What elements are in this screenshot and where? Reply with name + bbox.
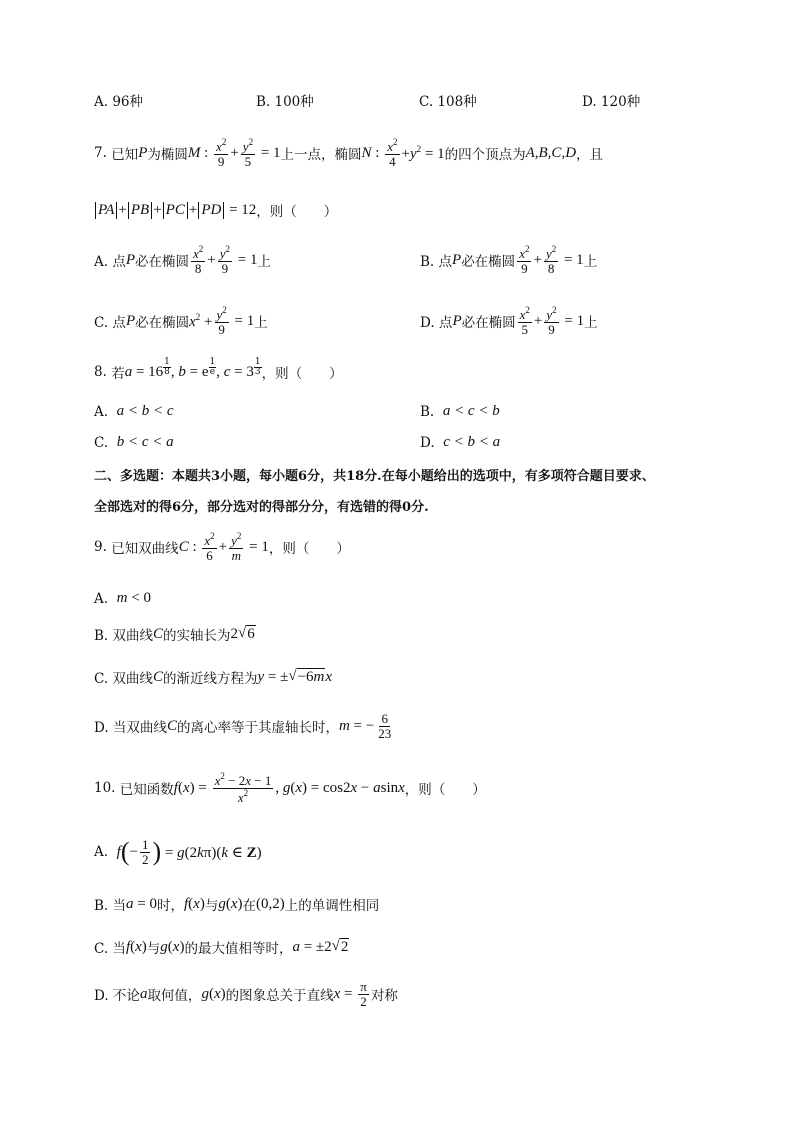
option-label: D. 不论 xyxy=(94,988,140,1005)
option-label: A. xyxy=(94,590,109,607)
option-text: 的渐近线方程为 xyxy=(162,671,258,687)
fraction: $\frac{y^2}{5}$ xyxy=(242,137,254,169)
question-number: 8. xyxy=(94,364,107,380)
option-text: 上 xyxy=(583,254,598,271)
option-text: 的最大值相等时， xyxy=(184,941,293,957)
option-text: 的离心率等于其虚轴长时， xyxy=(176,720,339,737)
q6-option-c: C. 108种 xyxy=(419,94,477,110)
option-label: A. xyxy=(94,844,109,861)
math: = g(2kπ)(k ∈ Z) xyxy=(161,844,262,861)
math: m = − xyxy=(338,717,375,734)
math: b < c < a xyxy=(116,434,174,450)
square-root: √ 2 xyxy=(331,938,349,955)
math: P xyxy=(452,312,462,329)
q8-option-b xyxy=(420,403,500,420)
math: = 1 xyxy=(234,251,258,268)
stem-text: ，则（ ） xyxy=(256,204,338,220)
math: P xyxy=(125,251,136,268)
option-text: 时， xyxy=(156,898,184,914)
q8-option-a xyxy=(94,403,174,420)
q7-option-a xyxy=(94,245,271,275)
option-text: 必在椭圆 xyxy=(135,254,190,271)
math: a < c < b xyxy=(442,403,500,419)
math: C xyxy=(178,538,189,555)
math: P xyxy=(125,312,136,329)
math: $x^2$ + xyxy=(189,311,213,330)
math: , g(x) = cos2x − asinx xyxy=(275,779,405,796)
fraction: $\frac{x^2}{5}$ xyxy=(519,305,530,337)
stem-text: ，则（ ） xyxy=(261,366,343,382)
math: A,B,C,D xyxy=(525,144,577,161)
math: PB xyxy=(128,202,152,219)
math: f(x) = xyxy=(173,779,211,796)
q10-option-a: A. f ( − $\frac{1}{2}$ ) = g(2kπ)(k ∈ Z) xyxy=(94,837,262,867)
math: M xyxy=(187,144,201,161)
math: g(x) xyxy=(160,938,185,955)
paren-right: ) xyxy=(152,837,162,867)
option-label: C. 双曲线 xyxy=(94,671,153,687)
fraction: $\frac{\pi}{2}$ xyxy=(360,979,367,1009)
q9-stem: 9. 已知双曲线 C : $\frac{x^2}{6}$ + $\frac{y^2}{m}$ = 1 ，则（ ） xyxy=(94,531,350,563)
question-number: 10. xyxy=(94,780,116,797)
q10-stem xyxy=(94,772,486,804)
math: g(x) xyxy=(201,985,226,1002)
option-text: 的图象总关于直线 xyxy=(225,988,334,1005)
math: C xyxy=(153,625,164,642)
stem-text: 为椭圆 xyxy=(147,147,188,164)
math: = 1 xyxy=(560,251,584,268)
option-text: 与 xyxy=(204,898,219,914)
q6-option-b: B. 100种 xyxy=(256,94,314,110)
option-text: 必在椭圆 xyxy=(135,315,190,332)
stem-text: 已知双曲线 xyxy=(111,541,179,558)
option-text: 在 xyxy=(242,898,256,914)
math: f xyxy=(116,843,121,860)
q7-option-d xyxy=(420,306,598,336)
stem-text: 已知函数 xyxy=(119,782,174,799)
fraction: $\frac{x^2 - 2x - 1}{x^2}$ xyxy=(214,771,272,805)
q7-option-b xyxy=(420,245,597,275)
math: = 1 xyxy=(257,144,281,161)
square-root: √ 6 xyxy=(238,625,255,642)
stem-text: 的四个顶点为 xyxy=(444,147,526,164)
exponent-fraction: 1 e xyxy=(209,356,216,377)
q9-option-a xyxy=(94,590,151,607)
option-label: D. 当双曲线 xyxy=(94,720,167,737)
math: 2 xyxy=(230,625,239,642)
option-text: 上的单调性相同 xyxy=(284,898,380,914)
math: $+y^2 = 1$ xyxy=(401,143,445,162)
question-number: 9. xyxy=(94,539,107,556)
option-text: 的实轴长为 xyxy=(163,628,231,644)
option-text: 对称 xyxy=(370,988,398,1005)
fraction: $\frac{y^2}{m}$ xyxy=(231,531,242,563)
stem-text: ，则（ ） xyxy=(404,782,486,799)
q8-option-d xyxy=(420,434,500,451)
math: = 1 xyxy=(245,538,269,555)
option-text: 上 xyxy=(257,254,272,271)
section-header-line1: 二、多选题：本题共3小题，每小题6分，共18分.在每小题给出的选项中，有多项符合题目要求、 xyxy=(94,469,655,484)
fraction: $\frac{y^2}{9}$ xyxy=(546,305,557,337)
math: , b = e xyxy=(170,363,209,380)
option-text: 上 xyxy=(584,315,598,332)
q9-option-d xyxy=(94,712,395,740)
q6-option-a: A. 96种 xyxy=(94,94,144,110)
option-label: C. 点 xyxy=(94,315,126,332)
math: = 1 xyxy=(560,312,585,329)
stem-text: 已知 xyxy=(111,147,139,164)
stem-text: 上一点，椭圆 xyxy=(280,147,362,164)
option-label: D. xyxy=(420,434,435,451)
option-text: 上 xyxy=(254,315,268,332)
math: g(x) xyxy=(218,895,243,912)
q7-stem-line2: PA + PB + PC + PD = 12 ，则（ ） xyxy=(94,200,337,220)
math: PA xyxy=(95,202,117,219)
fraction: $\frac{1}{2}$ xyxy=(141,837,149,867)
math: P xyxy=(452,251,462,268)
math: (0,2) xyxy=(256,895,285,912)
option-text: 取何值， xyxy=(147,988,202,1005)
option-label: A. xyxy=(94,403,109,420)
option-text: 必在椭圆 xyxy=(461,254,516,271)
math: = 1 xyxy=(230,312,255,329)
math: , c = 3 xyxy=(216,363,254,380)
math: PC xyxy=(163,202,188,219)
q8-option-c xyxy=(94,434,174,451)
paren-left: ( xyxy=(120,837,130,867)
exponent-fraction: 1 3 xyxy=(254,356,261,377)
math: a < b < c xyxy=(116,403,174,419)
fraction: $\frac{x^2}{9}$ xyxy=(519,244,530,276)
fraction: $\frac{y^2}{8}$ xyxy=(545,244,557,276)
q7-option-c xyxy=(94,306,268,336)
fraction: $\frac{x^2}{9}$ xyxy=(216,137,227,169)
math: a = ±2 xyxy=(292,938,332,955)
math: PD xyxy=(198,202,224,219)
math: x = xyxy=(333,985,357,1002)
math: y = ± xyxy=(257,668,289,685)
option-label: B. 当 xyxy=(94,898,127,914)
option-label: D. 点 xyxy=(420,315,453,332)
fraction: $\frac{y^2}{9}$ xyxy=(216,305,227,337)
option-label: C. 当 xyxy=(94,941,126,957)
q6-option-d: D. 120种 xyxy=(582,94,641,110)
q9-option-b xyxy=(94,624,256,644)
math: + xyxy=(533,251,542,268)
exponent-fraction: 1 8 xyxy=(164,356,170,377)
fraction: $\frac{6}{23}$ xyxy=(378,711,392,741)
q10-option-d xyxy=(94,980,398,1008)
math: f(x) xyxy=(183,895,205,912)
math: + xyxy=(533,312,543,329)
q10-option-c xyxy=(94,937,349,957)
stem-text: ，则（ ） xyxy=(268,541,350,558)
math: + xyxy=(218,538,228,555)
math: C xyxy=(152,668,163,685)
stem-text: 若 xyxy=(111,366,125,382)
option-text: 与 xyxy=(146,941,161,957)
fraction: $\frac{y^2}{9}$ xyxy=(219,244,231,276)
math: + xyxy=(207,251,216,268)
square-root: √ −6m xyxy=(288,668,325,685)
math: a xyxy=(139,985,148,1002)
option-label: A. 点 xyxy=(94,254,126,271)
q8-stem xyxy=(94,356,343,382)
math: a = 16 xyxy=(124,363,164,380)
math: N xyxy=(361,144,372,161)
math: + xyxy=(230,144,239,161)
option-label: C. xyxy=(94,434,109,451)
q10-option-b xyxy=(94,894,379,914)
q7-stem-line1 xyxy=(94,138,603,168)
math: P xyxy=(138,144,148,161)
math: f(x) xyxy=(125,938,147,955)
math: : xyxy=(200,144,213,161)
option-label: B. 双曲线 xyxy=(94,628,154,644)
math: a = 0 xyxy=(126,895,157,912)
fraction: $\frac{x^2}{8}$ xyxy=(193,244,204,276)
fraction: $\frac{x^2}{4}$ xyxy=(387,137,398,169)
math: m < 0 xyxy=(116,590,151,606)
section-header-line2: 全部选对的得6分，部分选对的得部分分，有选错的得0分. xyxy=(94,500,429,515)
option-label: B. 点 xyxy=(420,254,453,271)
fraction: $\frac{x^2}{6}$ xyxy=(204,531,215,563)
option-text: 必在椭圆 xyxy=(461,315,516,332)
math: : xyxy=(371,144,384,161)
stem-text: ，且 xyxy=(576,147,604,164)
question-number: 7. xyxy=(94,145,107,162)
q9-option-c: C. 双曲线 C 的渐近线方程为 y = ± √ −6m x xyxy=(94,668,333,687)
option-label: B. xyxy=(420,403,435,420)
math: c < b < a xyxy=(443,434,501,450)
math: = 12 xyxy=(225,201,257,218)
math: C xyxy=(166,717,177,734)
